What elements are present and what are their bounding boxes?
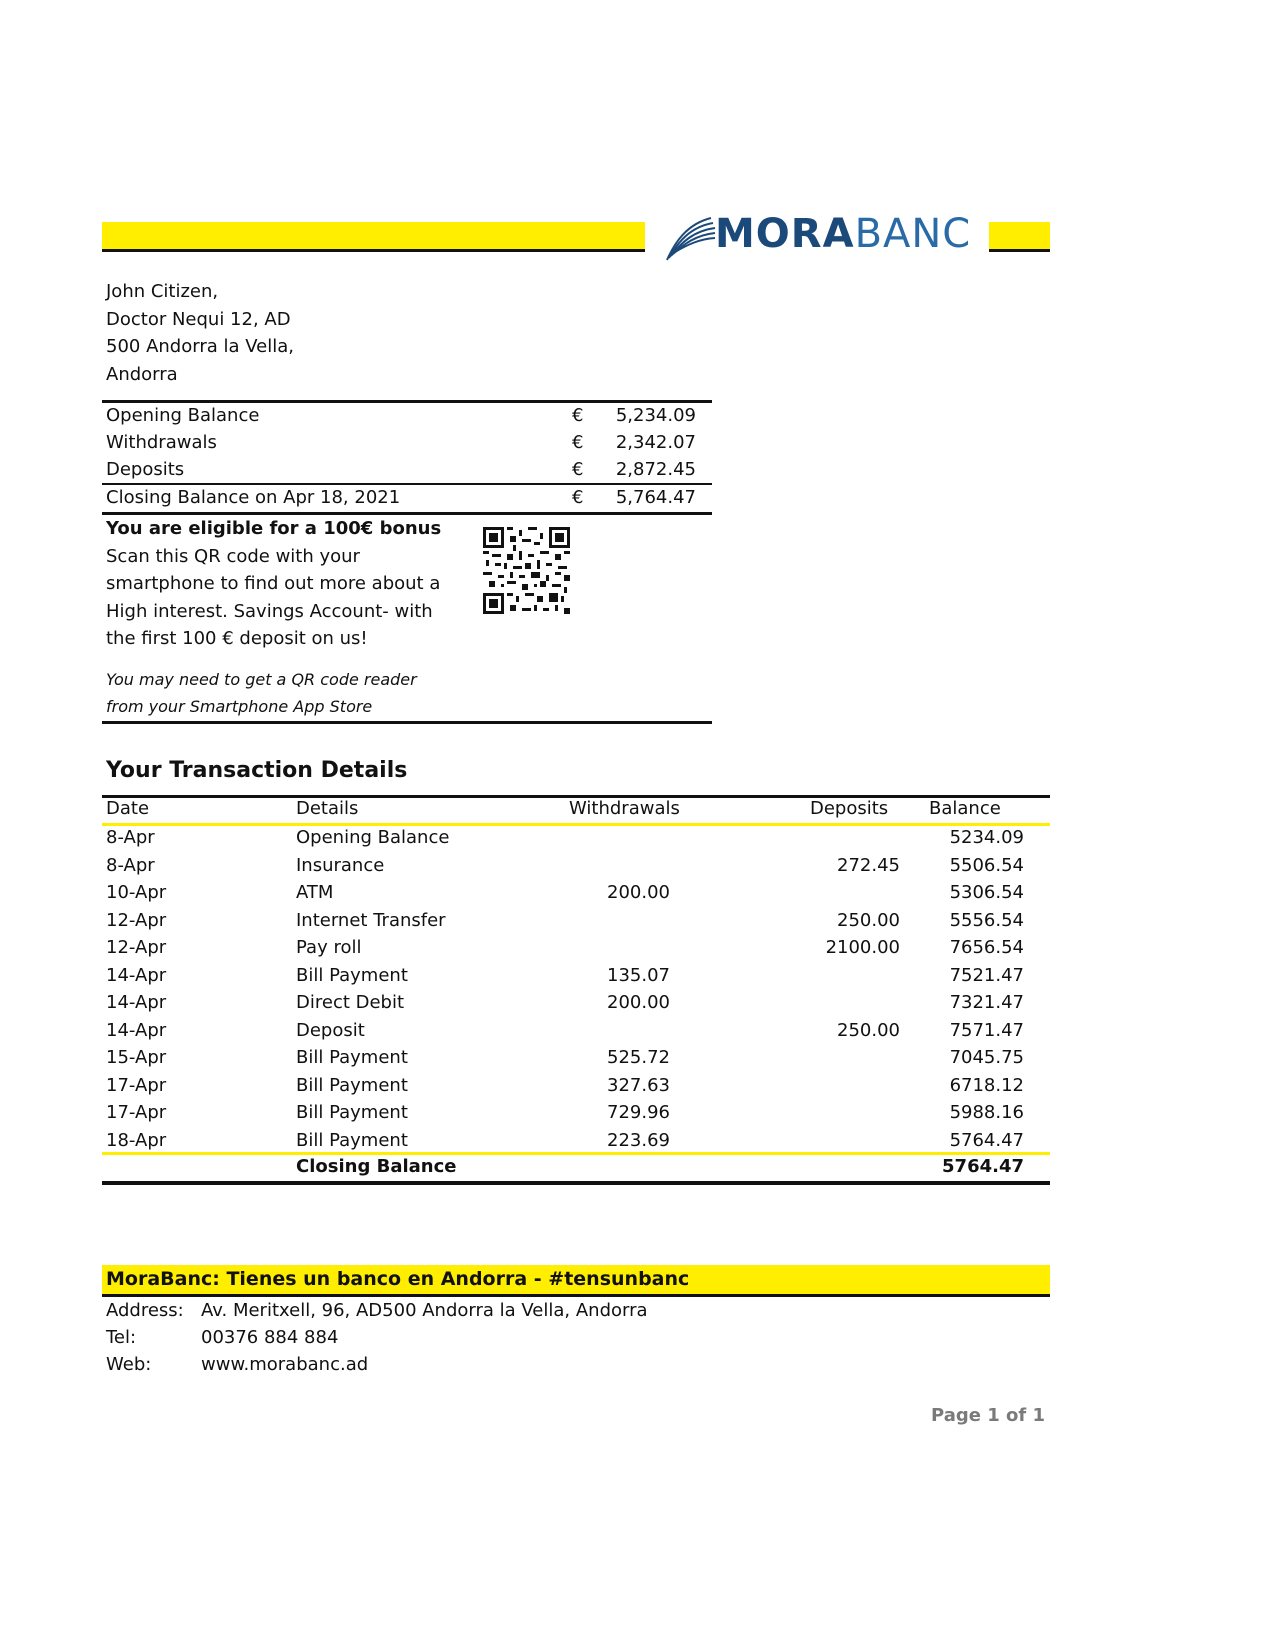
currency-symbol: € bbox=[572, 459, 584, 480]
table-row bbox=[100, 934, 1050, 962]
summary-row-closing bbox=[106, 484, 706, 511]
cell-balance: 7321.47 bbox=[949, 992, 1024, 1013]
cell-date: 18-Apr bbox=[106, 1129, 167, 1151]
logo-text-light: BANC bbox=[854, 211, 972, 257]
cell-withdrawal: 135.07 bbox=[607, 964, 670, 986]
cell-balance: 5764.47 bbox=[949, 1129, 1024, 1151]
table-row bbox=[100, 1017, 1050, 1045]
transactions-title: Your Transaction Details bbox=[106, 758, 408, 783]
currency-symbol: € bbox=[572, 405, 584, 426]
footer-address-label: Address: bbox=[106, 1300, 184, 1321]
table-row bbox=[100, 824, 1050, 852]
summary-row-deposits bbox=[106, 456, 706, 483]
summary-label: Withdrawals bbox=[106, 432, 217, 453]
table-row bbox=[100, 1044, 1050, 1072]
promo-line: smartphone to find out more about a bbox=[106, 573, 441, 594]
cell-balance: 5306.54 bbox=[949, 882, 1024, 903]
cell-balance: 5506.54 bbox=[949, 854, 1024, 876]
promo-line: High interest. Savings Account- with bbox=[106, 600, 433, 622]
header-balance: Balance bbox=[929, 798, 1001, 819]
closing-label: Closing Balance bbox=[296, 1156, 457, 1177]
currency-symbol: € bbox=[572, 432, 584, 453]
customer-city: 500 Andorra la Vella, bbox=[106, 336, 294, 357]
cell-details: Pay roll bbox=[296, 937, 362, 958]
header-deposits: Deposits bbox=[810, 798, 889, 819]
cell-details: ATM bbox=[296, 882, 334, 903]
header-bar-left bbox=[102, 222, 645, 252]
cell-date: 10-Apr bbox=[106, 882, 167, 903]
cell-date: 14-Apr bbox=[106, 964, 167, 986]
promo-title: You are eligible for a 100€ bonus bbox=[106, 518, 442, 539]
cell-details: Bill Payment bbox=[296, 964, 408, 986]
cell-details: Deposit bbox=[296, 1019, 365, 1041]
table-row bbox=[100, 852, 1050, 880]
summary-amount: 5,234.09 bbox=[615, 405, 696, 426]
cell-date: 12-Apr bbox=[106, 937, 167, 958]
footer-tel-label: Tel: bbox=[106, 1327, 137, 1348]
header-withdrawals: Withdrawals bbox=[569, 798, 680, 819]
promo-note-line: You may need to get a QR code reader bbox=[106, 670, 417, 689]
header-details: Details bbox=[296, 798, 359, 819]
cell-balance: 5556.54 bbox=[949, 909, 1024, 931]
transactions-bottom-rule bbox=[102, 1181, 1050, 1185]
cell-balance: 5988.16 bbox=[949, 1102, 1024, 1123]
cell-withdrawal: 327.63 bbox=[607, 1074, 670, 1096]
cell-balance: 7521.47 bbox=[949, 964, 1024, 986]
cell-balance: 7045.75 bbox=[949, 1047, 1024, 1068]
qr-code-icon[interactable] bbox=[483, 527, 570, 614]
footer-banner-text: MoraBanc: Tienes un banco en Andorra - #tensunbanc bbox=[106, 1268, 690, 1290]
table-row bbox=[100, 1072, 1050, 1100]
customer-name: John Citizen, bbox=[106, 281, 219, 302]
logo-text-bold: MORA bbox=[715, 211, 855, 257]
cell-date: 17-Apr bbox=[106, 1102, 167, 1123]
footer-address-value: Av. Meritxell, 96, AD500 Andorra la Vella, Andorra bbox=[201, 1300, 648, 1321]
closing-balance-row bbox=[100, 1153, 1050, 1181]
cell-details: Opening Balance bbox=[296, 827, 450, 848]
cell-deposit: 2100.00 bbox=[825, 937, 900, 958]
cell-balance: 6718.12 bbox=[949, 1074, 1024, 1096]
cell-withdrawal: 525.72 bbox=[607, 1047, 670, 1068]
header-bar-right bbox=[989, 222, 1050, 252]
page-number: Page 1 of 1 bbox=[931, 1405, 1045, 1426]
cell-date: 14-Apr bbox=[106, 992, 167, 1013]
logo-wordmark bbox=[715, 210, 971, 258]
cell-withdrawal: 729.96 bbox=[607, 1102, 670, 1123]
promo-note-line: from your Smartphone App Store bbox=[106, 697, 373, 716]
closing-balance: 5764.47 bbox=[942, 1156, 1024, 1177]
cell-details: Bill Payment bbox=[296, 1129, 408, 1151]
cell-withdrawal: 200.00 bbox=[607, 882, 670, 903]
summary-amount: 5,764.47 bbox=[615, 487, 696, 508]
cell-details: Internet Transfer bbox=[296, 909, 446, 931]
table-row bbox=[100, 1127, 1050, 1155]
summary-label: Opening Balance bbox=[106, 405, 260, 426]
cell-deposit: 250.00 bbox=[837, 1019, 900, 1041]
summary-amount: 2,342.07 bbox=[615, 432, 696, 453]
cell-balance: 7571.47 bbox=[949, 1019, 1024, 1041]
footer-web-label: Web: bbox=[106, 1354, 152, 1375]
promo-line: Scan this QR code with your bbox=[106, 545, 360, 567]
summary-label: Closing Balance on Apr 18, 2021 bbox=[106, 487, 401, 508]
morabanc-logo bbox=[665, 212, 985, 260]
cell-withdrawal: 223.69 bbox=[607, 1129, 670, 1151]
cell-date: 17-Apr bbox=[106, 1074, 167, 1096]
logo-wave-icon bbox=[665, 212, 717, 262]
header-date: Date bbox=[106, 798, 150, 819]
summary-amount: 2,872.45 bbox=[615, 459, 696, 480]
summary-row-opening bbox=[106, 402, 706, 429]
cell-date: 15-Apr bbox=[106, 1047, 167, 1068]
cell-date: 12-Apr bbox=[106, 909, 167, 931]
promo-text bbox=[106, 515, 446, 653]
customer-country: Andorra bbox=[106, 364, 178, 385]
cell-balance: 5234.09 bbox=[949, 827, 1024, 848]
table-row bbox=[100, 879, 1050, 907]
cell-date: 8-Apr bbox=[106, 854, 155, 876]
table-row bbox=[100, 989, 1050, 1017]
cell-details: Bill Payment bbox=[296, 1102, 408, 1123]
customer-street: Doctor Nequi 12, AD bbox=[106, 309, 291, 330]
cell-deposit: 272.45 bbox=[837, 854, 900, 876]
footer-tel-value[interactable]: 00376 884 884 bbox=[201, 1327, 339, 1348]
cell-details: Bill Payment bbox=[296, 1047, 408, 1068]
table-row bbox=[100, 1099, 1050, 1127]
footer-banner bbox=[102, 1265, 1050, 1297]
cell-date: 8-Apr bbox=[106, 827, 155, 848]
summary-row-withdrawals bbox=[106, 429, 706, 456]
cell-date: 14-Apr bbox=[106, 1019, 167, 1041]
cell-deposit: 250.00 bbox=[837, 909, 900, 931]
cell-details: Direct Debit bbox=[296, 992, 405, 1013]
summary-label: Deposits bbox=[106, 459, 185, 480]
promo-line: the first 100 € deposit on us! bbox=[106, 628, 368, 649]
cell-details: Bill Payment bbox=[296, 1074, 408, 1096]
footer-web-link[interactable]: www.morabanc.ad bbox=[201, 1354, 369, 1375]
cell-withdrawal: 200.00 bbox=[607, 992, 670, 1013]
cell-balance: 7656.54 bbox=[949, 937, 1024, 958]
currency-symbol: € bbox=[572, 487, 584, 508]
cell-details: Insurance bbox=[296, 854, 385, 876]
promo-bottom-rule bbox=[102, 721, 712, 724]
table-row bbox=[100, 962, 1050, 990]
table-row bbox=[100, 907, 1050, 935]
